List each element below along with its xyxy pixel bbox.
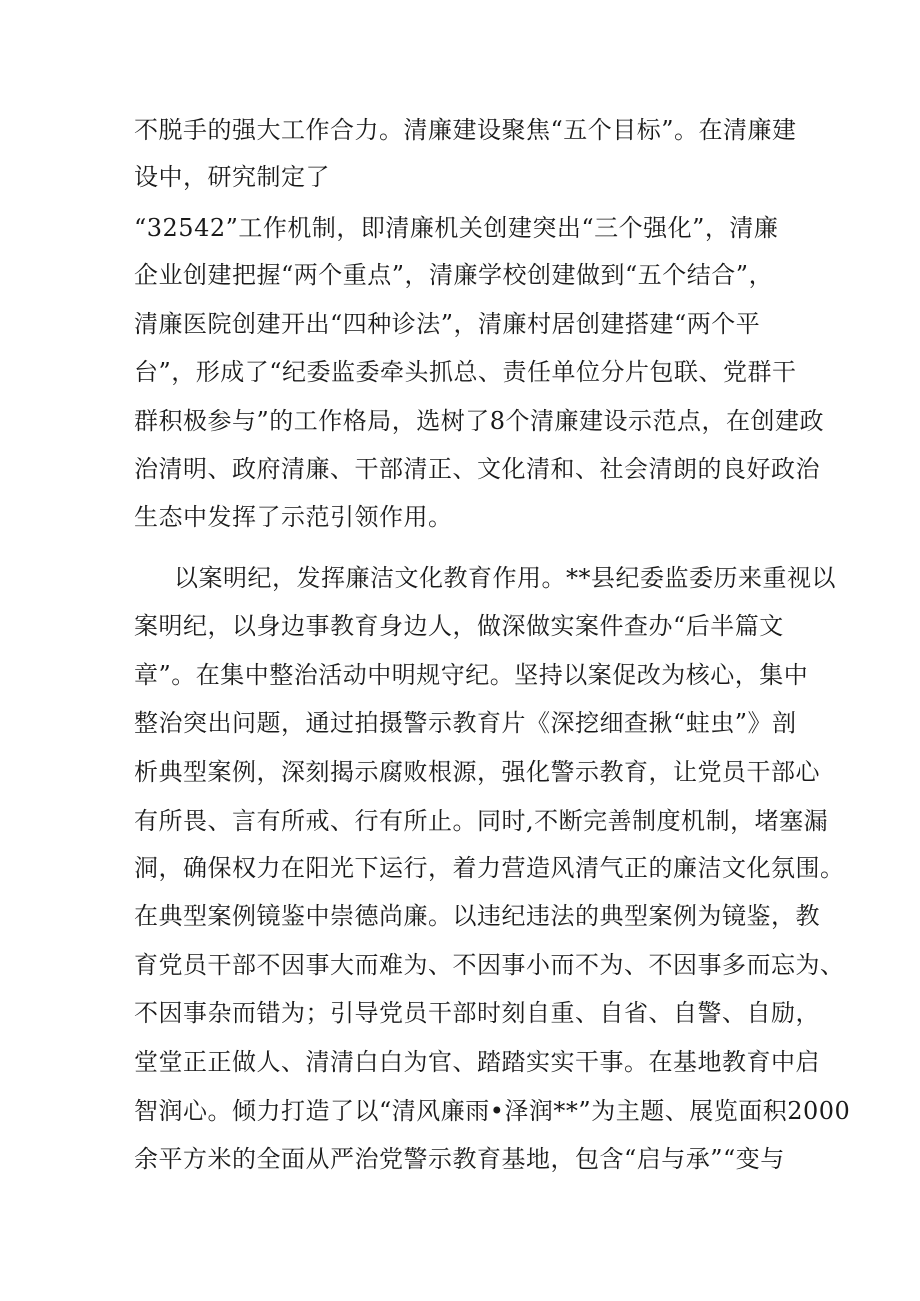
text-line: 清廉医院创建开出“四种诊法”，清廉村居创建搭建“两个平 — [134, 310, 761, 338]
text-line: 台”，形成了“纪委监委牵头抓总、责任单位分片包联、党群干 — [134, 358, 797, 386]
text-line: 章”。在集中整治活动中明规守纪。坚持以案促改为核心，集中 — [134, 661, 809, 689]
text-line: 企业创建把握“两个重点”，清廉学校创建做到“五个结合”， — [134, 261, 774, 289]
text-line: 群积极参与”的工作格局，选树了8个清廉建设示范点，在创建政 — [134, 407, 825, 435]
text-line: 不因事杂而错为；引导党员干部时刻自重、自省、自警、自励， — [134, 999, 820, 1027]
text-line: 整治突出问题，通过拍摄警示教育片《深挖细查揪“蛀虫”》剖 — [134, 709, 797, 737]
text-line: 余平方米的全面从严治党警示教育基地，包含“启与承”“变与 — [134, 1145, 785, 1173]
text-line: 析典型案例，深刻揭示腐败根源，强化警示教育，让党员干部心 — [134, 758, 820, 786]
text-line: 育党员干部不因事大而难为、不因事小而不为、不因事多而忘为、 — [134, 951, 845, 979]
text-line: 智润心。倾力打造了以“清风廉雨•泽润**”为主题、展览面积2000 — [134, 1097, 851, 1125]
text-line: 生态中发挥了示范引领作用。 — [134, 503, 453, 531]
paragraph-start-line: 以案明纪，发挥廉洁文化教育作用。**县纪委监委历来重视以 — [174, 564, 836, 592]
text-line: 治清明、政府清廉、干部清正、文化清和、社会清朗的良好政治 — [134, 455, 820, 483]
text-line: “32542”工作机制，即清廉机关创建突出“三个强化”，清廉 — [134, 214, 779, 242]
text-line: 设中，研究制定了 — [134, 163, 330, 191]
text-line: 不脱手的强大工作合力。清廉建设聚焦“五个目标”。在清廉建 — [134, 116, 797, 144]
text-line: 在典型案例镜鉴中崇德尚廉。以违纪违法的典型案例为镜鉴，教 — [134, 902, 820, 930]
text-line: 案明纪，以身边事教育身边人，做深做实案件查办“后半篇文 — [134, 612, 784, 640]
text-line: 洞，确保权力在阳光下运行，着力营造风清气正的廉洁文化氛围。 — [134, 854, 845, 882]
text-line: 有所畏、言有所戒、行有所止。同时,不断完善制度机制，堵塞漏 — [134, 807, 829, 835]
text-line: 堂堂正正做人、清清白白为官、踏踏实实干事。在基地教育中启 — [134, 1048, 820, 1076]
